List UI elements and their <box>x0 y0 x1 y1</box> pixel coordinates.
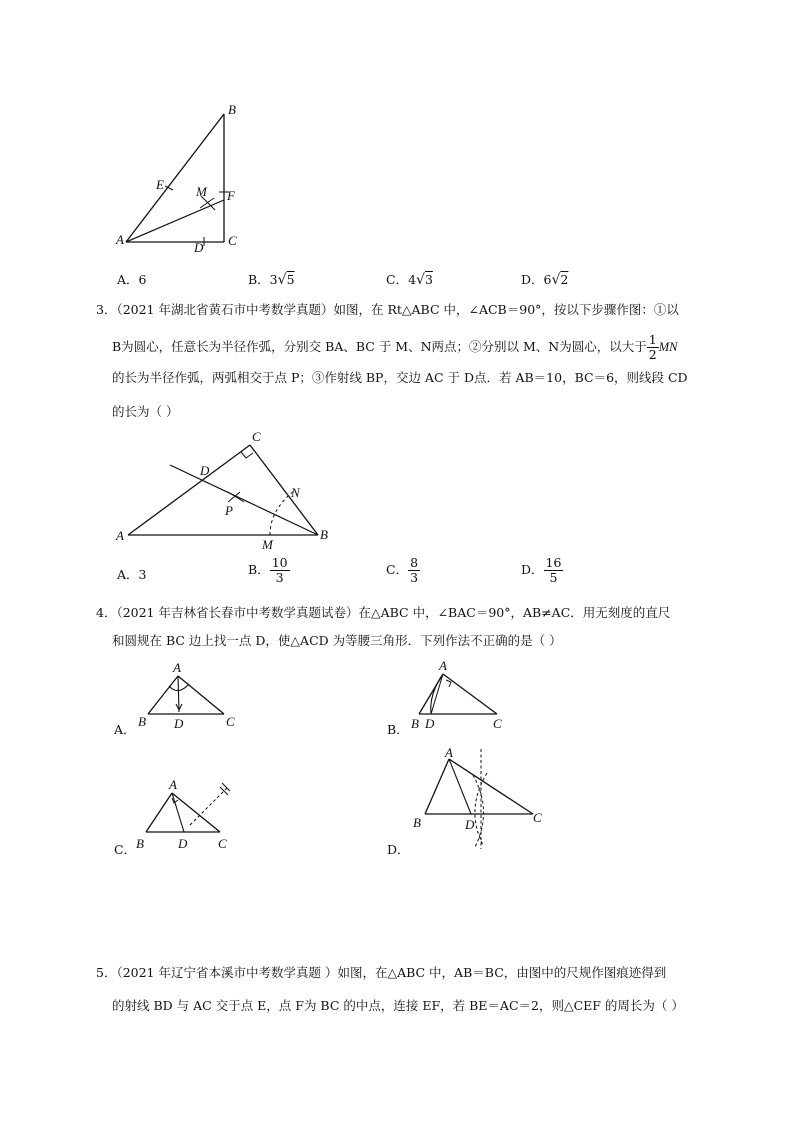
q4-figure-d <box>405 745 555 855</box>
q4c-label-c: C <box>218 836 227 851</box>
q4-line-1: 4．（2021 年吉林省长春市中考数学真题试卷）在△ABC 中，∠BAC＝90°，AB≠AC．用无刻度的直尺 <box>96 605 671 620</box>
q4-option-c: C． <box>114 842 137 857</box>
q2-option-c: C．4√3 <box>386 272 433 288</box>
q2-label-e: E <box>156 177 164 192</box>
q4-option-d: D． <box>387 842 410 857</box>
q4c-label-b: B <box>136 836 144 851</box>
q2-figure <box>110 98 250 258</box>
q4-option-b: B． <box>387 722 409 737</box>
q2-label-f: F <box>227 188 235 203</box>
q3-label-m: M <box>262 537 273 552</box>
q4a-label-a: A <box>173 660 181 675</box>
q2-label-m: M <box>196 184 207 199</box>
q4d-label-b: B <box>413 815 421 830</box>
q4-figure-a <box>136 660 246 732</box>
q4b-label-b: B <box>411 716 419 731</box>
q3-label-c: C <box>252 429 261 444</box>
q4a-label-c: C <box>226 714 235 729</box>
q3-line-1: 3．（2021 年湖北省黄石市中考数学真题）如图，在 Rt△ABC 中，∠ACB＝90°，按以下步骤作图：①以 <box>96 302 679 317</box>
q3-line-4: 的长为（ ） <box>112 404 179 419</box>
q2-label-a: A <box>116 232 124 247</box>
q4b-label-d: D <box>425 716 435 731</box>
q2-option-b: B．3√5 <box>248 272 295 288</box>
q4-figure-c <box>132 775 244 855</box>
q3-figure <box>110 425 340 555</box>
q3-option-a: A．3 <box>117 567 147 582</box>
q3-label-b: B <box>320 527 328 542</box>
q4-figure-b <box>405 660 515 732</box>
q3-label-a: A <box>116 528 124 543</box>
q3-line-2: B为圆心，任意长为半径作弧，分别交 BA、BC 于 M、N两点；②分别以 M、N为圆心，以大于 $\frac{1}{2}$ MN <box>112 332 678 362</box>
q3-label-d: D <box>200 463 210 478</box>
q4a-label-b: B <box>138 714 146 729</box>
q4b-label-c: C <box>493 716 502 731</box>
q2-option-a: A．6 <box>117 272 147 287</box>
q3-label-p: P <box>225 503 233 518</box>
q2-option-d: D．6√2 <box>521 272 569 288</box>
q3-number: 3． <box>96 302 117 317</box>
q3-option-b: B． $\frac{10}{3}$ <box>248 555 288 585</box>
q4d-label-a: A <box>445 745 453 760</box>
q3-option-d: D． $\frac{16}{5}$ <box>521 555 562 585</box>
q3-option-c: C． $\frac{8}{3}$ <box>386 555 419 585</box>
q4c-label-d: D <box>178 836 188 851</box>
q4-option-a: A． <box>114 722 136 737</box>
q3-fraction-half: $\frac{1}{2}$ <box>648 332 657 362</box>
q4b-label-a: A <box>439 660 447 673</box>
q2-label-b: B <box>228 102 236 117</box>
q2-label-c: C <box>228 233 237 248</box>
q2-label-d: D <box>194 240 204 255</box>
q3-label-n: N <box>291 485 300 500</box>
q4d-label-d: D <box>465 817 475 832</box>
q4a-label-d: D <box>174 716 184 731</box>
q4c-label-a: A <box>169 777 177 792</box>
q5-line-2: 的射线 BD 与 AC 交于点 E，点 F为 BC 的中点，连接 EF，若 BE＝AC＝2，则△CEF 的周长为（ ） <box>112 998 684 1013</box>
q3-line-3: 的长为半径作弧，两弧相交于点 P；③作射线 BP，交边 AC 于 D点．若 AB＝10，BC＝6，则线段 CD <box>112 370 688 385</box>
q5-line-1: 5．（2021 年辽宁省本溪市中考数学真题 ）如图，在△ABC 中，AB＝BC，由图中的尺规作图痕迹得到 <box>96 965 667 980</box>
q4d-label-c: C <box>533 810 542 825</box>
q4-line-2: 和圆规在 BC 边上找一点 D，使△ACD 为等腰三角形．下列作法不正确的是（ ） <box>112 633 562 648</box>
